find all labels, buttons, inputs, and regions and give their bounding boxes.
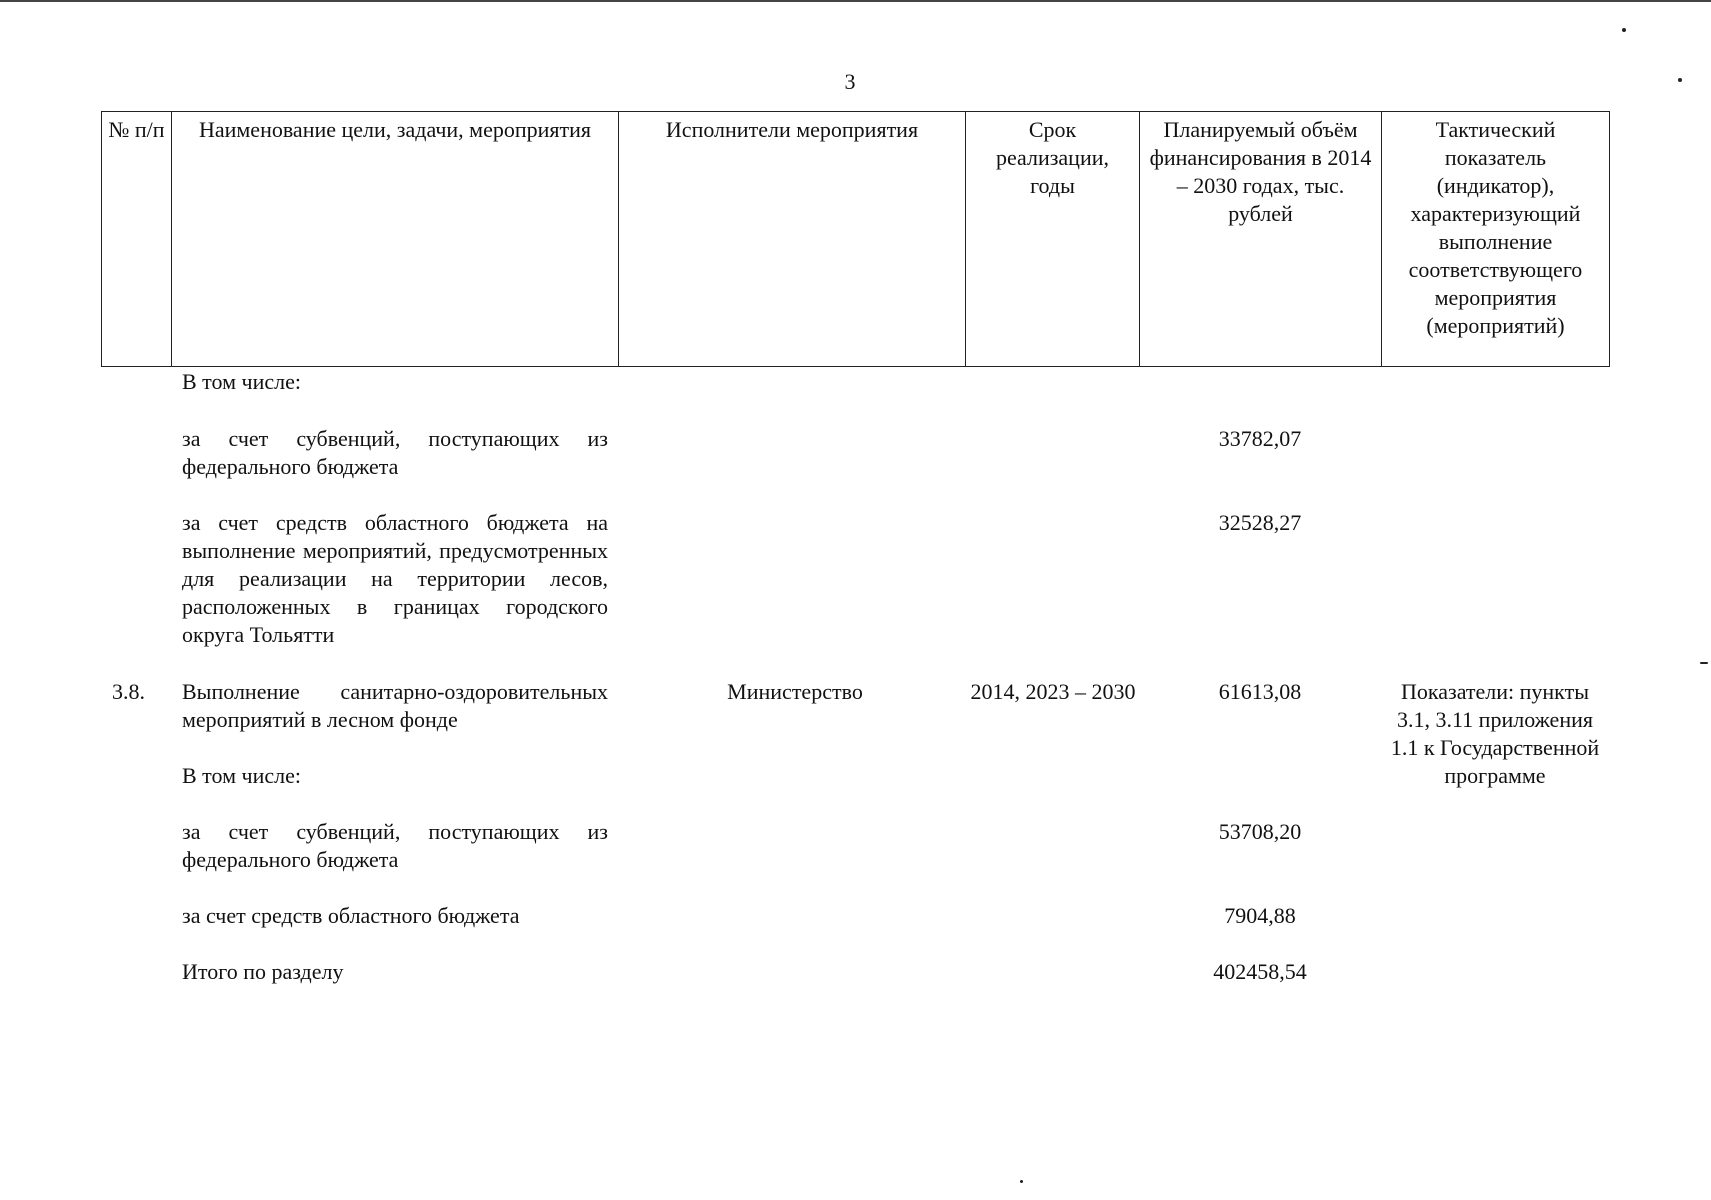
table-header — [101, 111, 1609, 367]
header-col-executors: Исполнители мероприятия — [619, 112, 966, 367]
row-federal-subvention-amount-2: 53708,20 — [1218, 819, 1302, 844]
scan-speck — [1700, 662, 1708, 664]
row-federal-subvention-name: за счет субвенций, поступающих из федерального бюджета — [182, 426, 608, 479]
scan-speck — [1020, 1180, 1023, 1183]
row-regional-budget-amount: 7904,88 — [1224, 903, 1296, 928]
row-3-8-indicator: Показатели: пункты 3.1, 3.11 приложения 1.1 к Государственной программе — [1390, 679, 1600, 788]
header-col-indicator: Тактический показатель (индикатор), характеризующий выполнение соответствующего мероприятия (мероприятий) — [1382, 112, 1610, 367]
header-col-financing: Планируемый объём финансирования в 2014 – 2030 годах, тыс. рублей — [1140, 112, 1382, 367]
row-3-8-term: 2014, 2023 – 2030 — [970, 679, 1136, 704]
header-col-term: Срок реализации, годы — [966, 112, 1140, 367]
row-3-8-executor: Министерство — [727, 679, 863, 704]
row-including-label-2: В том числе: — [182, 763, 301, 788]
row-3-8-name: Выполнение санитарно-оздоровительных мероприятий в лесном фонде — [182, 679, 608, 732]
row-federal-subvention-amount: 33782,07 — [1218, 426, 1302, 451]
page-number: 3 — [844, 69, 856, 94]
row-3-8-number: 3.8. — [112, 679, 145, 704]
row-regional-togliatti-amount: 32528,27 — [1218, 510, 1302, 535]
row-including-label: В том числе: — [182, 369, 301, 394]
scan-edge-line — [0, 0, 1711, 2]
row-3-8-amount: 61613,08 — [1218, 679, 1302, 704]
row-regional-budget-name: за счет средств областного бюджета — [182, 903, 520, 928]
row-regional-togliatti-name: за счет средств областного бюджета на выполнение мероприятий, предусмотренных для реализации на территории лесов, расположенных в границах городского округа Тольятти — [182, 510, 608, 647]
row-federal-subvention-name-2: за счет субвенций, поступающих из федерального бюджета — [182, 819, 608, 872]
scan-speck — [1622, 28, 1626, 32]
row-section-total-name: Итого по разделу — [182, 959, 344, 984]
scan-speck — [1678, 78, 1682, 82]
header-col-name: Наименование цели, задачи, мероприятия — [172, 112, 619, 367]
header-col-number: № п/п — [102, 112, 172, 367]
row-section-total-amount: 402458,54 — [1213, 959, 1307, 984]
